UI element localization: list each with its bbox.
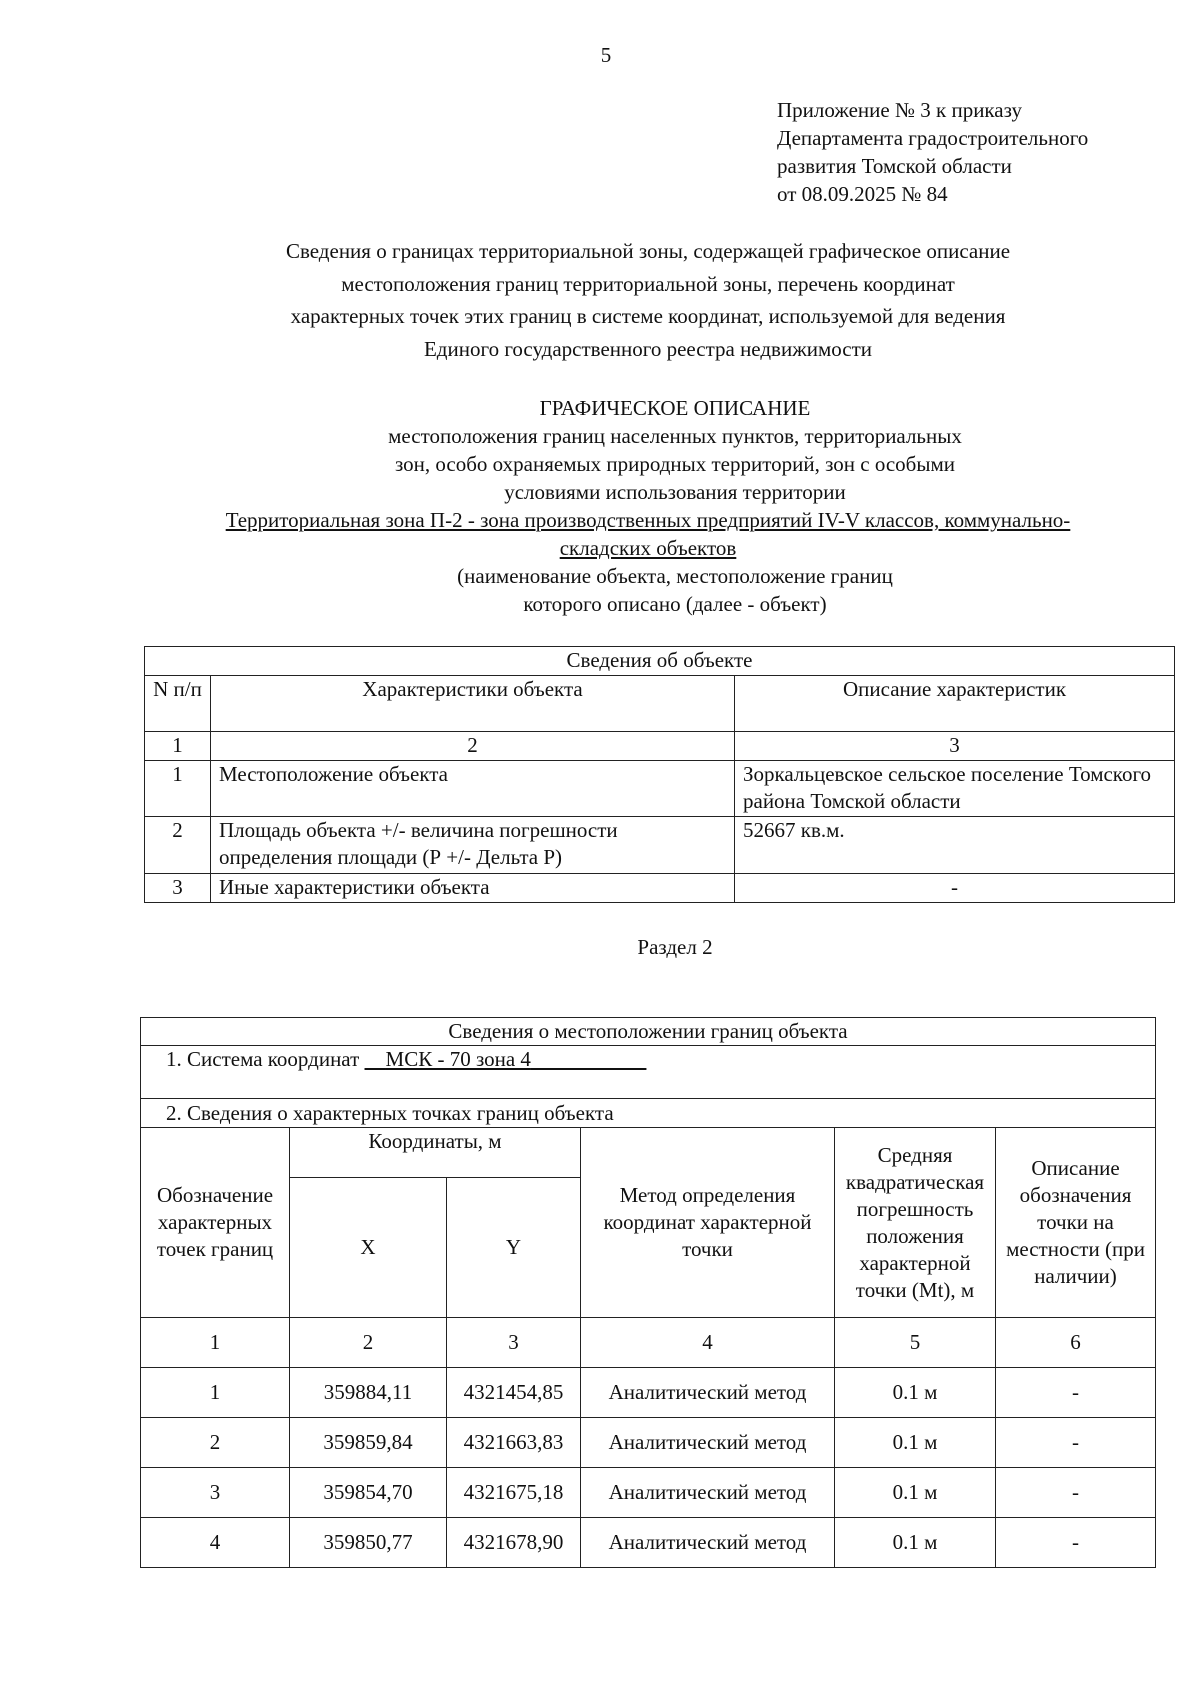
row-number: 1 [145,761,211,817]
column-number: 3 [735,732,1175,761]
graphic-title: ГРАФИЧЕСКОЕ ОПИСАНИЕ [539,396,811,420]
column-number: 1 [145,732,211,761]
y-coord: 4321678,90 [447,1518,581,1568]
y-coord: 4321663,83 [447,1418,581,1468]
characteristic: Площадь объекта +/- величина погрешности определения площади (Р +/- Дельта Р) [211,817,735,874]
table-title: Сведения о местоположении границ объекта [141,1018,1156,1046]
method: Аналитический метод [581,1418,835,1468]
description: - [996,1368,1156,1418]
column-number: 5 [835,1318,996,1368]
object-name-line: складских объектов [559,536,737,560]
column-number: 1 [141,1318,290,1368]
object-name-line: Территориальная зона П-2 - зона производственных предприятий IV-V классов, коммунально- [225,508,1071,532]
y-coord: 4321675,18 [447,1468,581,1518]
graphic-subtitle-line: местоположения границ населенных пунктов, территориальных [388,424,962,448]
table-row [141,1418,1156,1468]
row-number: 3 [145,874,211,903]
points-label: 2. Сведения о характерных точках границ объекта [141,1099,1156,1128]
intro-title-line: характерных точек этих границ в системе координат, используемой для ведения [290,304,1006,328]
description: - [996,1418,1156,1468]
characteristic: Местоположение объекта [211,761,735,817]
header-point: Обозначение характерных точек границ [141,1128,290,1318]
intro-title-line: Единого государственного реестра недвижимости [423,336,872,361]
characteristic-value: 52667 кв.м. [735,817,1175,874]
header-coords: Координаты, м [290,1128,581,1178]
characteristic-value: - [735,874,1175,903]
error: 0.1 м [835,1518,996,1568]
table-row [141,1468,1156,1518]
coord-system-underline-lead [365,1047,386,1071]
boundary-points-table [140,1017,1156,1568]
table-row [141,1518,1156,1568]
x-coord: 359850,77 [290,1518,447,1568]
description: - [996,1468,1156,1518]
column-number: 3 [447,1318,581,1368]
appendix-line: Департамента градостроительного [777,126,1089,150]
graphic-subtitle-line: зон, особо охраняемых природных территорий, зон с особыми [394,452,956,476]
characteristic: Иные характеристики объекта [211,874,735,903]
graphic-description [0,394,1200,506]
table-row [145,817,1175,874]
appendix-line: от 08.09.2025 № 84 [777,182,948,206]
appendix-line: развития Томской области [777,154,1012,178]
intro-title [0,237,1200,367]
point-id: 3 [141,1468,290,1518]
coord-system-value: МСК - 70 зона 4 [385,1047,531,1071]
object-note-line: которого описано (далее - объект) [523,592,827,616]
error: 0.1 м [835,1418,996,1468]
x-coord: 359884,11 [290,1368,447,1418]
table-row [145,761,1175,817]
point-id: 1 [141,1368,290,1418]
table-row [145,874,1175,903]
header-method: Метод определения координат характерной точки [581,1128,835,1318]
x-coord: 359859,84 [290,1418,447,1468]
description: - [996,1518,1156,1568]
column-number: 2 [211,732,735,761]
object-info-table [144,646,1175,903]
x-coord: 359854,70 [290,1468,447,1518]
header-cell: Характеристики объекта [211,676,735,732]
error: 0.1 м [835,1368,996,1418]
point-id: 4 [141,1518,290,1568]
column-number: 2 [290,1318,447,1368]
header-cell: Описание характеристик [735,676,1175,732]
object-name [0,506,1200,562]
object-note [0,562,1200,618]
table-row [141,1368,1156,1418]
graphic-subtitle-line: условиями использования территории [504,480,846,504]
intro-title-line: местоположения границ территориальной зоны, перечень координат [341,271,955,296]
table-title: Сведения об объекте [145,647,1175,676]
method: Аналитический метод [581,1518,835,1568]
error: 0.1 м [835,1468,996,1518]
header-x: X [290,1178,447,1318]
method: Аналитический метод [581,1368,835,1418]
coord-system-label: 1. Система координат [166,1047,360,1071]
y-coord: 4321454,85 [447,1368,581,1418]
appendix-block [777,96,1088,208]
column-number: 6 [996,1318,1156,1368]
coord-system-underline-tail [531,1047,647,1071]
column-number: 4 [581,1318,835,1368]
header-error: Средняя квадратическая погрешность положения характерной точки (Mt), м [835,1128,996,1318]
characteristic-value: Зоркальцевское сельское поселение Томского района Томской области [735,761,1175,817]
header-desc: Описание обозначения точки на местности (при наличии) [996,1128,1156,1318]
header-cell: N п/п [145,676,211,732]
point-id: 2 [141,1418,290,1468]
object-note-line: (наименование объекта, местоположение границ [457,564,893,588]
appendix-line: Приложение № 3 к приказу [777,98,1022,122]
intro-title-line: Сведения о границах территориальной зоны, содержащей графическое описание [285,239,1011,263]
row-number: 2 [145,817,211,874]
header-y: Y [447,1178,581,1318]
section-label: Раздел 2 [637,935,713,959]
page-number: 5 [600,43,612,67]
method: Аналитический метод [581,1468,835,1518]
